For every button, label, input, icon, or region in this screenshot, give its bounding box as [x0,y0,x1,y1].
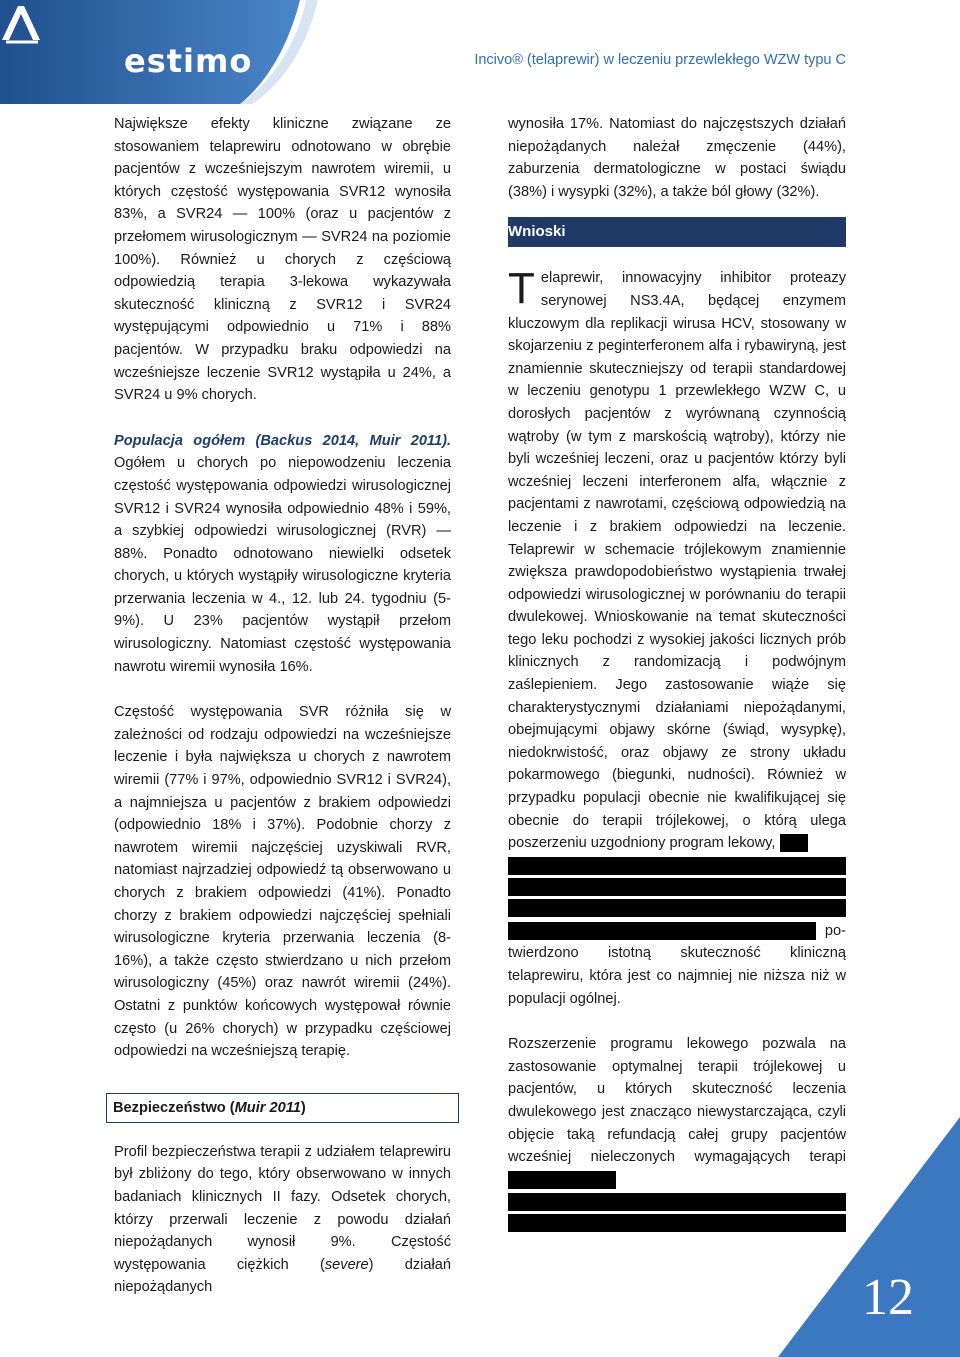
safety-heading: Bezpieczeństwo (Muir 2011) [106,1093,459,1123]
redaction-block [508,857,846,875]
paragraph-overall-population: Populacja ogółem (Backus 2014, Muir 2011). Ogółem u chorych po niepowodzeniu leczenia częstość występowania odpowiedzi wirusologicznej SVR12 i SVR24 wynosiła odpowiednio 48% i 59%, a szybkiej odpowiedzi wirusologicznej (RVR) — 88%. Ponadto odnotowano niewielki odsetek chorych, u których wystąpiły wirusologiczne kryteria przerwania leczenia w 4., 12. lub 24. tygodniu (5-9%). U 23% pacjentów wystąpił przełom wirusologiczny. Natomiast częstość występowania nawrotu wiremii wynosiła 16%. [114,432,451,675]
paragraph-efficacy: Największe efekty kliniczne związane ze stosowaniem telaprewiru odnotowano w obrębie pacjentów z wcześniejszym nawrotem wiremii, u których częstość występowania SVR12 wynosiła 83%, a SVR24 — 100% (oraz u pacjentów z przełomem wirusologicznym — SVR24 na poziomie 100%). Również u chorych z częściową odpowiedzią terapia 3-lekowa wykazywała skuteczność kliniczną z SVR12 i SVR24 występującymi odpowiednio u 71% i 88% pacjentów. W przypadku braku odpowiedzi na wcześniejsze leczenie SVR12 wystąpiła u 24%, a SVR24 u 9% chorych. [114,116,451,404]
left-column [114,113,451,1299]
redaction-block [508,878,846,896]
paragraph-safety: Profil bezpieczeństwa terapii z udziałem telaprewiru był zbliżony do tego, który obserwowano w innych badaniach klinicznych II fazy. Odsetek chorych, którzy przerwali leczenie z powodu działań niepożądanych wynosił 9%. Częstość występowania ciężkich (severe) działań niepożądanych [114,1143,451,1296]
estimo-logo-mark [0,0,160,48]
section-heading-conclusions: Wnioski [508,217,846,247]
paragraph-adverse-events: wynosiła 17%. Natomiast do najczęstszych działań niepożądanych należał zmęczenie (44%), zaburzenia dermatologiczne w postaci świądu (38%) i wysypki (32%), a także ból głowy (32%). [508,116,846,200]
overall-population-ref: Populacja ogółem (Backus 2014, Muir 2011). [114,432,451,449]
redaction-block [508,899,846,917]
paragraph-program-extension: Rozszerzenie programu lekowego pozwala na zastosowanie optymalnej terapii trójlekowej u pacjentów, u których skuteczność leczenia dwulekowego jest znacząco niewystarczająca, czyli objęcie taką refundacją całej grupy pacjentów wcześniej nieleczonych wymagających terapi [508,1033,846,1191]
logo-text: estimo [124,42,253,80]
paragraph-conclusions-tail: po- twierdzono istotną skuteczność kliniczną telaprewiru, która jest co najmniej nie niższa niż w populacji ogólnej. [508,922,846,1007]
redaction-block [780,834,808,852]
document-title: Incivo® (telaprewir) w leczeniu przewlekłego WZW typu C [474,52,846,68]
redaction-block [508,922,816,940]
paragraph-svr-differences: Częstość występowania SVR różniła się w zależności od rodzaju odpowiedzi na wcześniejsze leczenie i była największa u chorych z nawrotem wiremii (77% i 97%, odpowiednio SVR12 i SVR24), a najmniejsza u pacjentów z brakiem odpowiedzi (odpowiednio 18% i 37%). Podobnie chorzy z nawrotem wiremii najczęściej uzyskiwali RVR, natomiast najrzadziej odpowiedź tą obserwowano u chorych z brakiem odpowiedzi (41%). Ponadto chorzy z brakiem odpowiedzi najczęściej spełniali wirusologiczne kryteria przerwania leczenia (8-16%), a także często stwierdzano u nich przełom wirusologiczny (45%) oraz nawrót wiremii (24%). Ostatni z punktów końcowych występował równie często (u 26% chorych) w przypadku częściowej odpowiedzi na wcześniejszą terapię. [114,704,451,1060]
page-number: 12 [862,1269,914,1326]
redaction-block [508,1171,616,1189]
paragraph-conclusions: Telaprewir, innowacyjny inhibitor proteazy serynowej NS3.4A, będącej enzymem kluczowym dla replikacji wirusa HCV, stosowany w skojarzeniu z peginterferonem alfa i rybawiryną, jest znamiennie skuteczniejszy od terapii standardowej w leczeniu genotypu 1 przewlekłego WZW C, u dorosłych pacjentów z wyrównaną czynnością wątroby (w tym z marskością wątroby), którzy nie byli wcześniej leczeni, oraz u pacjentów którzy byli wcześniej leczeni interferonem alfa, włącznie z pacjentami z nawrotami, częściową odpowiedzią na leczenie i z brakiem odpowiedzi na leczenie. Telaprewir w schemacie trójlekowym znamiennie zwiększa prawdopodobieństwo wystąpienia trwałej odpowiedzi wirusologicznej w porównaniu do terapii dwulekowej. Wnioskowanie na temat skuteczności tego leku pochodzi z wysokiej jakości licznych prób klinicznych z randomizacją i podwójnym zaślepieniem. Jego zastosowanie wiąże się charakterystycznymi działaniami niepożądanymi, obejmującymi objawy skórne (świąd, wysypkę), niedokrwistość, oraz objawy ze strony układu pokarmowego (biegunki, nudności). Również w przypadku populacji obecnie nie kwalifikującej się obecnie do terapii trójlekowej, o którą ulega poszerzeniu uzgodniony program lekowy, [508,264,846,852]
right-column [508,113,846,1235]
drop-cap: T [508,264,535,314]
